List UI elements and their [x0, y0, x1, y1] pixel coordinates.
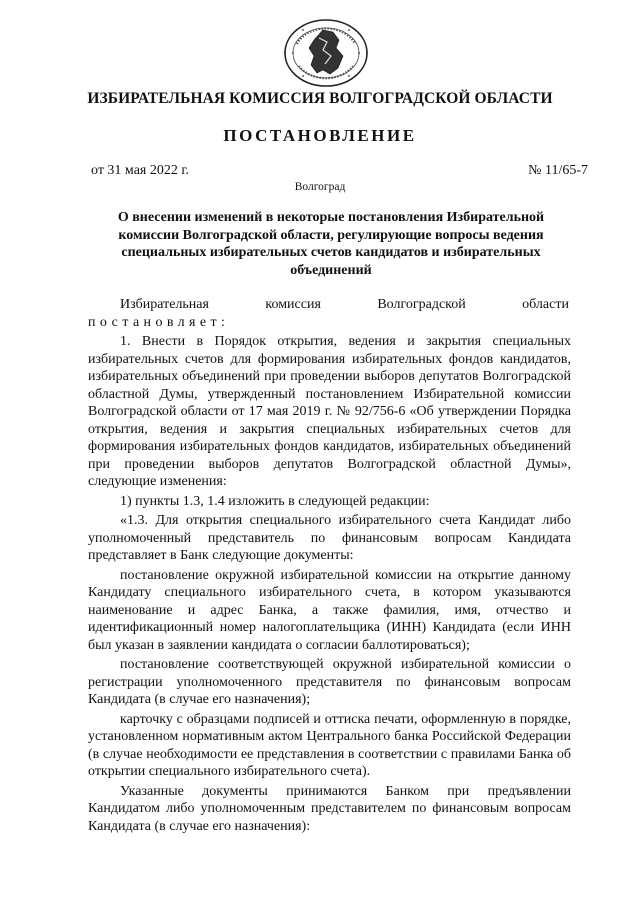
paragraph-2: 1) пункты 1.3, 1.4 изложить в следующей редакции:: [120, 493, 430, 509]
paragraph-1: 1. Внести в Порядок открытия, ведения и закрытия специальных избирательных счетов для формирования избирательных фондов кандидатов, избирательных объединений при проведении выборов депутатов Волгоградской областной Думы, утвержденный постановлением Избирательной комиссии Волгоградской области от 17 мая 2019 г. № 92/756-6 «Об утверждении Порядка открытия, ведения и закрытия специальных избирательных счетов для формирования избирательных фондов кандидатов, избирательных объединений при проведении выборов депутатов Волгоградской областной Думы», следующие изменения:: [88, 334, 571, 489]
paragraph-6: карточку с образцами подписей и оттиска печати, оформленную в порядке, установленном нормативным актом Центрального банка Российской Федерации (в случае необходимости ее представления в соответствии с правилами Банка об открытии специального избирательного счета).: [88, 711, 571, 779]
resolves-line: постановляет:: [88, 314, 230, 330]
document-city: Волгоград: [294, 181, 346, 193]
paragraph-4: постановление окружной избирательной комиссии на открытие данному Кандидату специального избирательного счета, в котором указываются наименование и адрес Банка, а также фамилия, имя, отчество и идентификационный номер налогоплательщика (ИНН) Кандидата (если ИНН был указан в заявлении кандидата о согласии баллотироваться);: [88, 567, 571, 653]
paragraph-3: «1.3. Для открытия специального избирательного счета Кандидат либо уполномоченный представитель по финансовым вопросам Кандидата представляет в Банк следующие документы:: [88, 513, 571, 563]
intro-word: комиссия: [265, 297, 321, 312]
document-heading: О внесении изменений в некоторые постановления Избирательной комиссии Волгоградской области, регулирующие вопросы ведения специальных избирательных счетов кандидатов и избирательных объединений: [117, 210, 545, 278]
document-body: [88, 296, 571, 837]
organization-name: ИЗБИРАТЕЛЬНАЯ КОМИССИЯ ВОЛГОГРАДСКОЙ ОБЛАСТИ: [87, 90, 553, 107]
intro-word: Волгоградской: [377, 297, 466, 312]
paragraph-5: постановление соответствующей окружной избирательной комиссии о регистрации уполномоченного представителя по финансовым вопросам Кандидата (в случае его назначения);: [88, 657, 571, 707]
document-type: ПОСТАНОВЛЕНИЕ: [223, 126, 417, 145]
paragraph-7: Указанные документы принимаются Банком при предъявлении Кандидатом либо уполномоченным представителем по финансовым вопросам Кандидата (в случае его назначения):: [88, 783, 571, 834]
commission-emblem: [283, 18, 369, 88]
intro-word: Избирательная: [120, 297, 209, 312]
intro-word: области: [522, 297, 569, 312]
intro-line: [88, 296, 571, 314]
document-number: № 11/65-7: [528, 163, 588, 178]
document-date: от 31 мая 2022 г.: [91, 163, 190, 178]
